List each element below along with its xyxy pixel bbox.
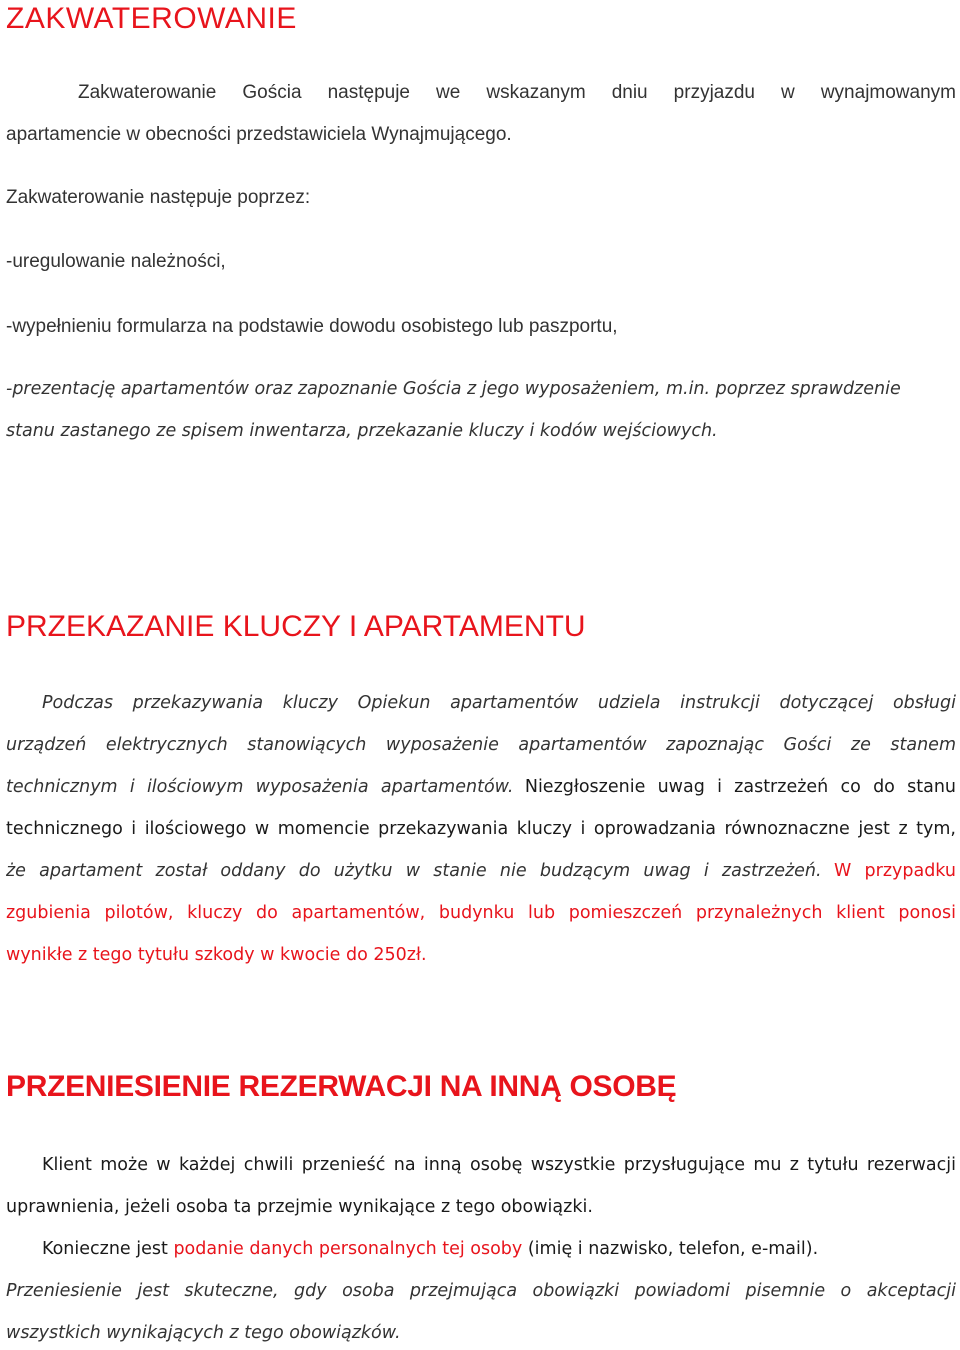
list-item: -wypełnieniu formularza na podstawie dowodu osobistego lub paszportu, — [6, 316, 618, 337]
paragraph-fragment: że apartament został oddany do użytku w stanie nie budzącym uwag i zastrzeżeń. — [6, 861, 822, 881]
list-item: -prezentację apartamentów oraz zapoznanie Gościa z jego wyposażeniem, m.in. poprzez sprawdzenie — [6, 379, 901, 399]
paragraph-line: wszystkich wynikających z tego obowiązków. — [6, 1323, 401, 1343]
paragraph-fragment: (imię i nazwisko, telefon, e-mail). — [522, 1239, 819, 1259]
highlighted-line: wynikłe z tego tytułu szkody w kwocie do 250zł. — [6, 945, 427, 965]
section-heading-przekazanie-kluczy: PRZEKAZANIE KLUCZY I APARTAMENTU — [6, 610, 586, 643]
highlighted-fragment: podanie danych personalnych tej osoby — [173, 1239, 523, 1259]
paragraph-fragment: Konieczne jest — [42, 1239, 174, 1259]
highlighted-fragment: W przypadku — [833, 861, 956, 881]
paragraph-line: technicznego i ilościowego w momencie przekazywania kluczy i oprowadzania równoznaczne jest z tym, — [6, 819, 956, 839]
section-heading-zakwaterowanie: ZAKWATEROWANIE — [6, 2, 297, 35]
paragraph-line: Zakwaterowanie Gościa następuje we wskazanym dniu przyjazdu w wynajmowanym — [78, 82, 956, 103]
paragraph-line: Przeniesienie jest skuteczne, gdy osoba przejmująca obowiązki powiadomi pisemnie o akceptacji — [6, 1281, 956, 1301]
paragraph-fragment: technicznym i ilościowym wyposażenia apartamentów. — [6, 777, 514, 797]
paragraph-line: apartamencie w obecności przedstawiciela Wynajmującego. — [6, 124, 512, 145]
paragraph-line — [6, 858, 956, 884]
section-heading-przeniesienie-rezerwacji: PRZENIESIENIE REZERWACJI NA INNĄ OSOBĘ — [6, 1070, 677, 1103]
list-item: -uregulowanie należności, — [6, 251, 226, 272]
paragraph-line: stanu zastanego ze spisem inwentarza, przekazanie kluczy i kodów wejściowych. — [6, 421, 718, 441]
paragraph-line: Klient może w każdej chwili przenieść na inną osobę wszystkie przysługujące mu z tytułu rezerwacji — [42, 1155, 956, 1175]
paragraph-line: uprawnienia, jeżeli osoba ta przejmie wynikające z tego obowiązki. — [6, 1197, 593, 1217]
paragraph-line: urządzeń elektrycznych stanowiących wyposażenie apartamentów zapoznając Gości ze stanem — [6, 735, 956, 755]
paragraph-line — [6, 1236, 960, 1262]
paragraph-line: Zakwaterowanie następuje poprzez: — [6, 187, 311, 208]
paragraph-line: Podczas przekazywania kluczy Opiekun apartamentów udziela instrukcji dotyczącej obsługi — [42, 693, 956, 713]
paragraph-line — [6, 774, 956, 800]
highlighted-line: zgubienia pilotów, kluczy do apartamentów, budynku lub pomieszczeń przynależnych klient ponosi — [6, 903, 956, 923]
paragraph-fragment: Niezgłoszenie uwag i zastrzeżeń co do stanu — [524, 777, 957, 797]
